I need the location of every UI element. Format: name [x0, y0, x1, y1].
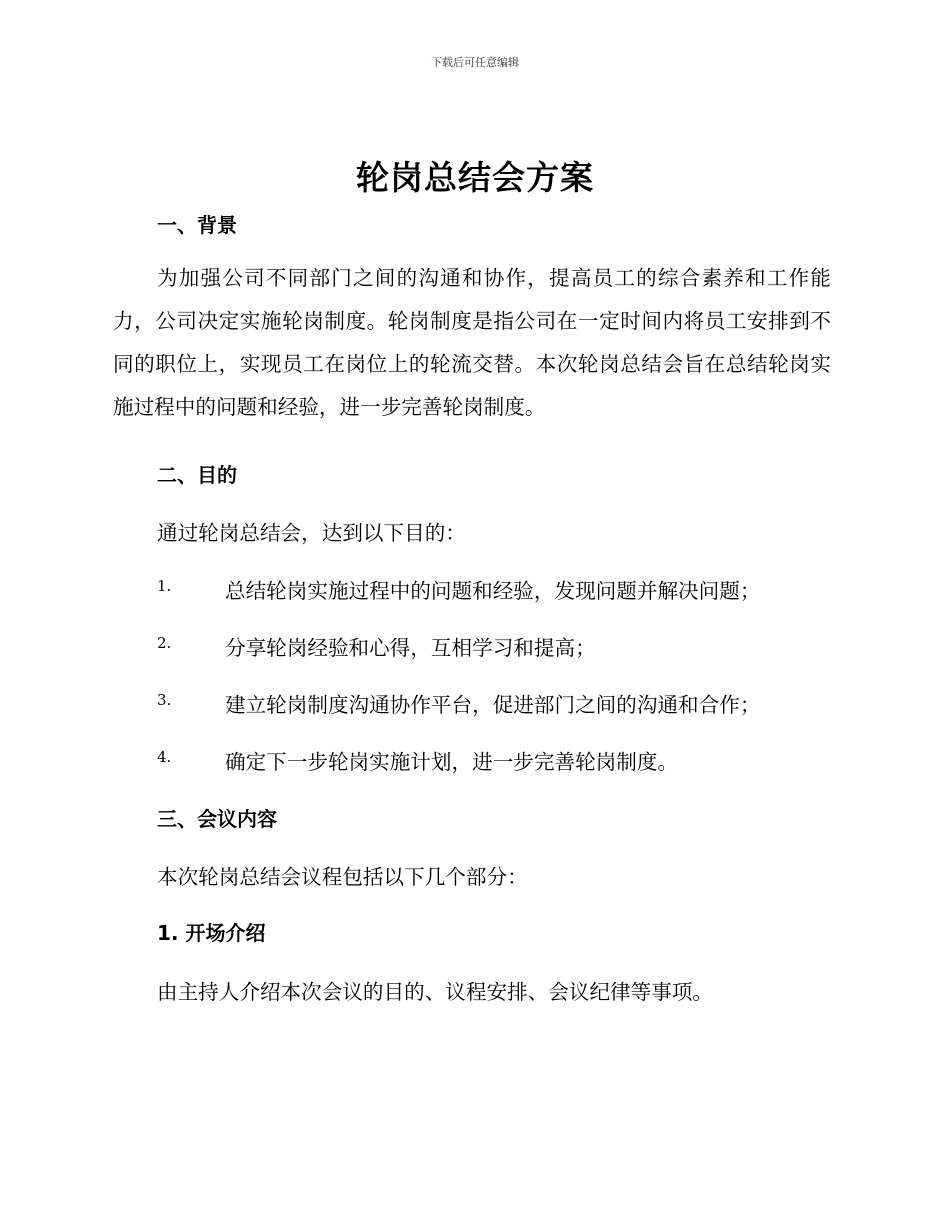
list-item-text: 建立轮岗制度沟通协作平台，促进部门之间的沟通和合作； — [225, 693, 761, 717]
background-paragraph: 为加强公司不同部门之间的沟通和协作，提高员工的综合素养和工作能力，公司决定实施轮岗制度。轮岗制度是指公司在一定时间内将员工安排到不同的职位上，实现员工在岗位上的轮流交替。本次轮岗总结会旨在总结轮岗实施过程中的问题和经验，进一步完善轮岗制度。 — [113, 266, 831, 419]
list-item-number: 2. — [157, 634, 172, 652]
list-item-text: 总结轮岗实施过程中的问题和经验，发现问题并解决问题； — [225, 579, 761, 603]
list-item-number: 3. — [157, 691, 172, 709]
header-note: 下载后可任意编辑 — [431, 56, 519, 69]
section-heading-purpose: 二、目的 — [157, 463, 237, 487]
list-item-number: 1. — [157, 577, 172, 595]
purpose-intro: 通过轮岗总结会，达到以下目的： — [157, 521, 466, 545]
document-title: 轮岗总结会方案 — [356, 158, 594, 197]
opening-text: 由主持人介绍本次会议的目的、议程安排、会议纪律等事项。 — [157, 980, 714, 1004]
list-item-text: 确定下一步轮岗实施计划，进一步完善轮岗制度。 — [225, 750, 679, 774]
list-item-number: 4. — [157, 748, 172, 766]
meeting-content-intro: 本次轮岗总结会议程包括以下几个部分： — [157, 865, 528, 889]
subheading-opening: 1. 开场介绍 — [157, 921, 266, 945]
section-heading-background: 一、背景 — [157, 213, 237, 237]
section-heading-meeting-content: 三、会议内容 — [157, 807, 277, 831]
list-item-text: 分享轮岗经验和心得，互相学习和提高； — [225, 636, 596, 660]
